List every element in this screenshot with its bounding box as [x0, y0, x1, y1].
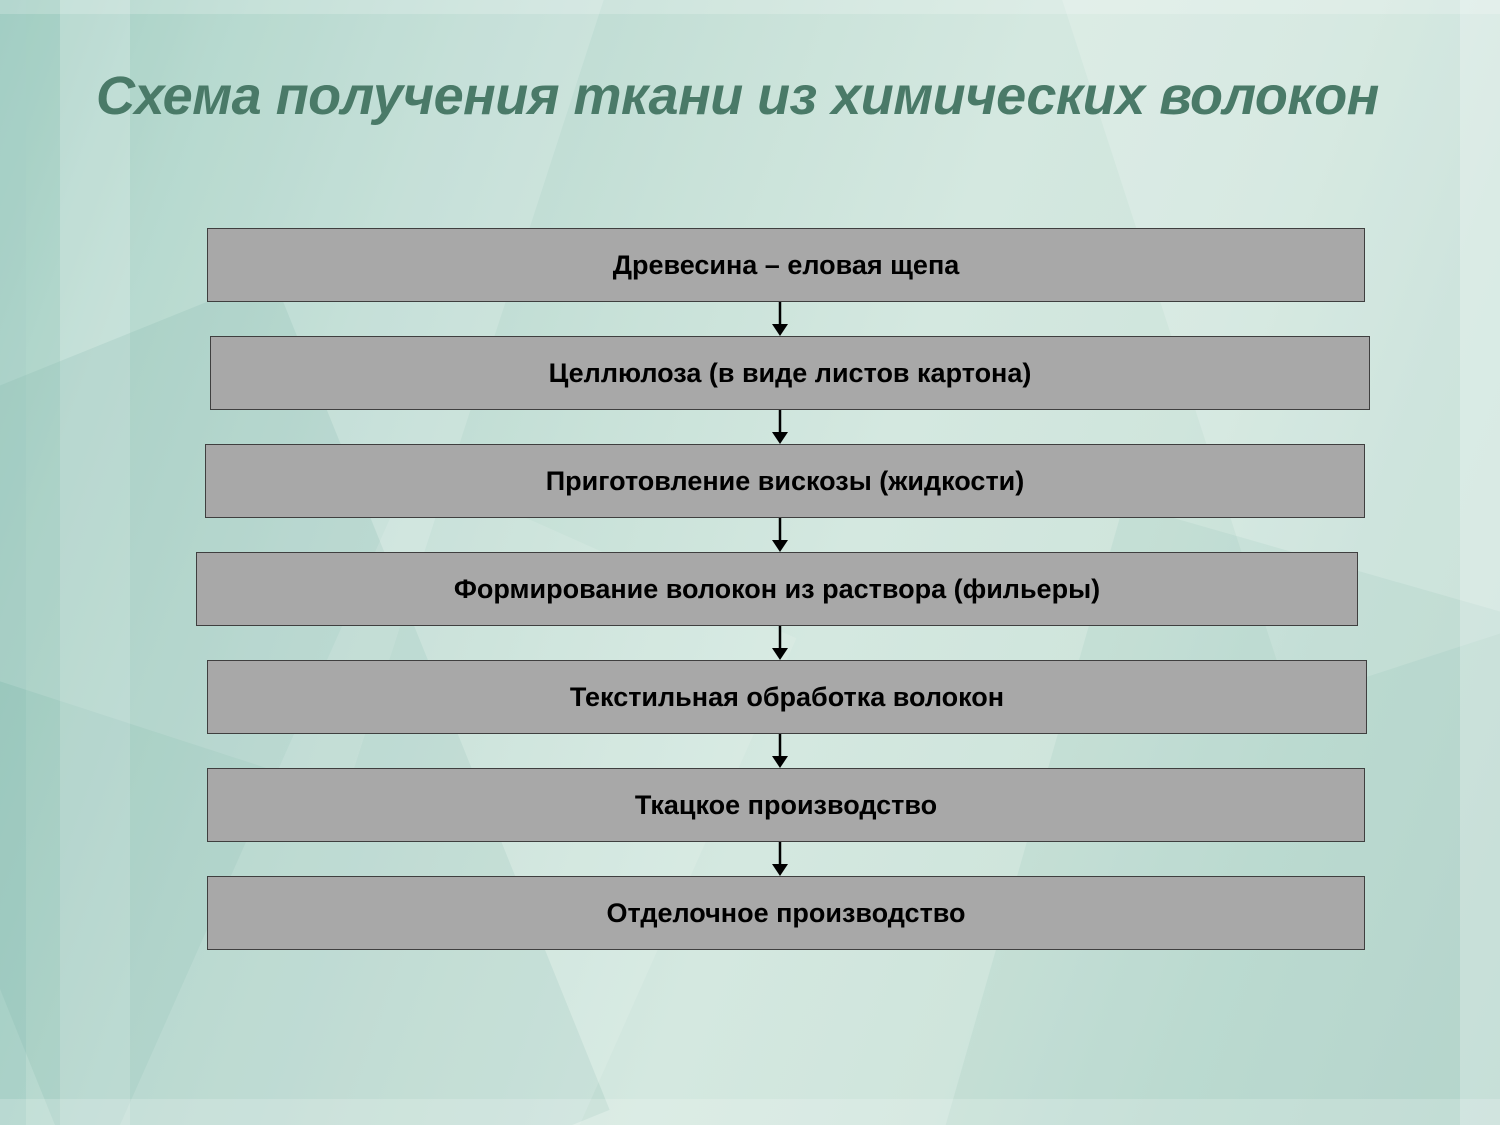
flow-step-label: Формирование волокон из раствора (фильеры) [453, 573, 1101, 604]
flow-step-label: Древесина – еловая щепа [612, 249, 960, 280]
flow-step-label: Ткацкое производство [634, 789, 938, 820]
flow-step [0, 876, 1500, 950]
down-arrow-icon [768, 410, 792, 444]
flow-step-box[interactable] [207, 660, 1367, 734]
flow-connector [0, 626, 1500, 660]
flow-step-label: Приготовление вискозы (жидкости) [545, 465, 1025, 496]
flow-step-box[interactable] [207, 876, 1365, 950]
flow-step-label: Текстильная обработка волокон [569, 681, 1005, 712]
flow-connector [0, 842, 1500, 876]
flow-step-box[interactable] [207, 768, 1365, 842]
flow-step [0, 444, 1500, 518]
flowchart [0, 228, 1500, 950]
flow-step-box[interactable] [207, 228, 1365, 302]
flow-connector [0, 302, 1500, 336]
flow-step-label: Отделочное производство [606, 897, 966, 928]
flow-step [0, 768, 1500, 842]
flow-connector [0, 518, 1500, 552]
down-arrow-icon [768, 302, 792, 336]
background-facet [0, 0, 1500, 14]
flow-step-box[interactable] [196, 552, 1358, 626]
down-arrow-icon [768, 734, 792, 768]
down-arrow-icon [768, 626, 792, 660]
page-title: Схема получения ткани из химических волокон [96, 66, 1379, 126]
flow-step-label: Целлюлоза (в виде листов картона) [548, 357, 1032, 388]
flow-connector [0, 734, 1500, 768]
down-arrow-icon [768, 842, 792, 876]
background-facet [0, 1099, 1500, 1125]
flow-step [0, 228, 1500, 302]
flow-step-box[interactable] [205, 444, 1365, 518]
flow-step [0, 552, 1500, 626]
flow-connector [0, 410, 1500, 444]
flow-step [0, 660, 1500, 734]
down-arrow-icon [768, 518, 792, 552]
flow-step [0, 336, 1500, 410]
flow-step-box[interactable] [210, 336, 1370, 410]
